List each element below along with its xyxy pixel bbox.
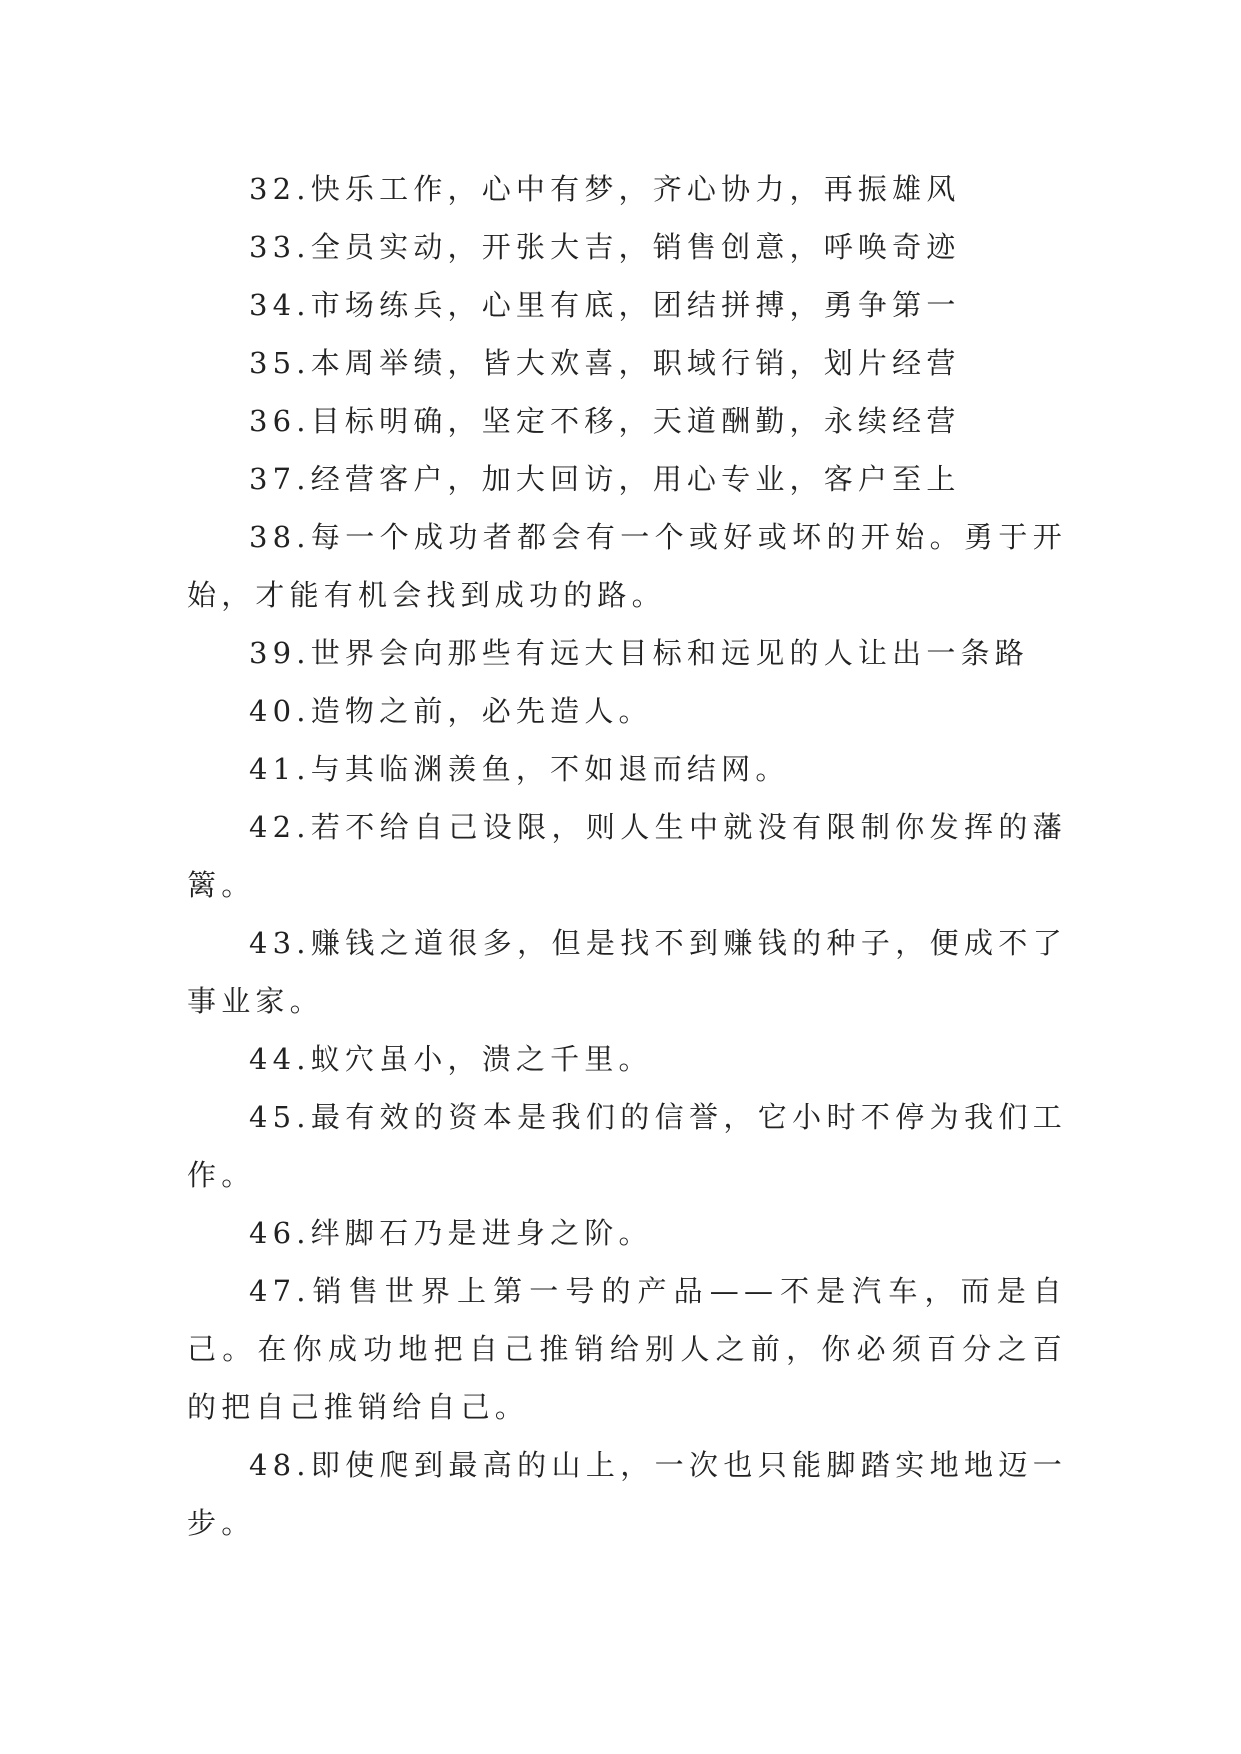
paragraph-35: 35.本周举绩，皆大欢喜，职域行销，划片经营: [249, 346, 961, 380]
paragraph-39: 39.世界会向那些有远大目标和远见的人让出一条路: [249, 636, 1029, 670]
paragraph-45: 45.最有效的资本是我们的信誉，它小时不停为我们工作。: [187, 1100, 1067, 1192]
paragraph-37: 37.经营客户，加大回访，用心专业，客户至上: [249, 462, 961, 496]
paragraph-32: 32.快乐工作，心中有梦，齐心协力，再振雄风: [249, 172, 961, 206]
paragraph-36: 36.目标明确，坚定不移，天道酬勤，永续经营: [249, 404, 961, 438]
paragraph-47: 47.销售世界上第一号的产品——不是汽车，而是自己。在你成功地把自己推销给别人之前，你必须百分之百的把自己推销给自己。: [187, 1274, 1067, 1424]
paragraph-38: 38.每一个成功者都会有一个或好或坏的开始。勇于开始，才能有机会找到成功的路。: [187, 520, 1067, 612]
paragraph-41: 41.与其临渊羡鱼，不如退而结网。: [249, 752, 790, 786]
paragraph-40: 40.造物之前，必先造人。: [249, 694, 653, 728]
paragraph-34: 34.市场练兵，心里有底，团结拼搏，勇争第一: [249, 288, 961, 322]
paragraph-46: 46.绊脚石乃是进身之阶。: [249, 1216, 653, 1250]
paragraph-48: 48.即使爬到最高的山上，一次也只能脚踏实地地迈一步。: [187, 1448, 1067, 1540]
paragraph-44: 44.蚁穴虽小，溃之千里。: [249, 1042, 653, 1076]
paragraph-33: 33.全员实动，开张大吉，销售创意，呼唤奇迹: [249, 230, 961, 264]
paragraph-43: 43.赚钱之道很多，但是找不到赚钱的种子，便成不了事业家。: [187, 926, 1067, 1018]
paragraph-42: 42.若不给自己设限，则人生中就没有限制你发挥的藩篱。: [187, 810, 1067, 902]
document-body: [187, 160, 1067, 1552]
